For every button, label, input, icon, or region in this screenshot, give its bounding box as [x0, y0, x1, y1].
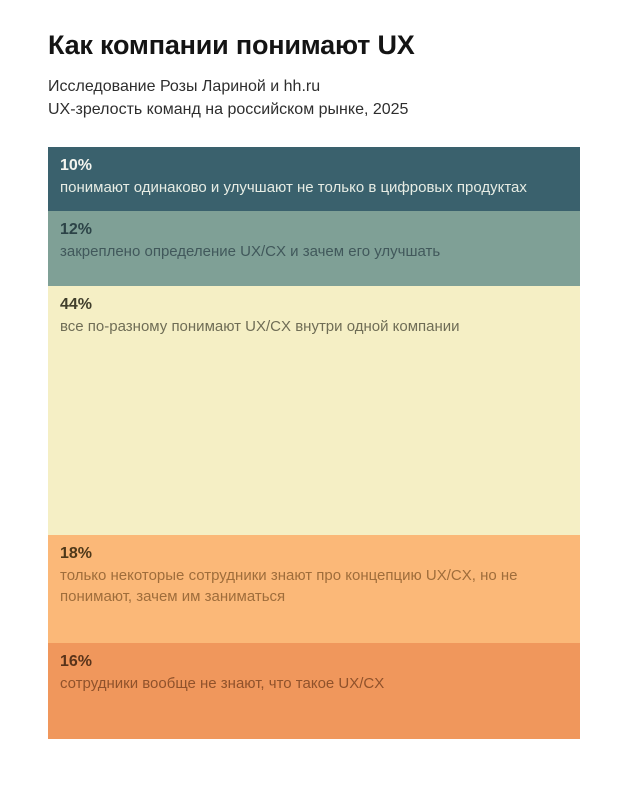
segment-description: только некоторые сотрудники знают про концепцию UX/CX, но не понимают, зачем им заниматься	[60, 567, 518, 605]
chart-segment	[48, 643, 580, 740]
stacked-bar-chart	[48, 147, 580, 739]
subtitle-line-2: UX-зрелость команд на российском рынке, 2025	[48, 101, 409, 119]
segment-description: сотрудники вообще не знают, что такое UX/CX	[60, 674, 385, 692]
segment-description: все по-разному понимают UX/CX внутри одной компании	[60, 317, 460, 335]
chart-segment	[48, 147, 580, 211]
segment-value-label: 44%	[60, 295, 93, 313]
chart-subtitle	[48, 75, 580, 121]
segment-value-label: 16%	[60, 652, 93, 670]
segment-value-label: 18%	[60, 545, 93, 563]
segment-value-label: 12%	[60, 221, 93, 239]
chart-segment	[48, 211, 580, 286]
segment-value-label: 10%	[60, 157, 93, 175]
segment-description: понимают одинаково и улучшают не только в цифровых продуктах	[60, 179, 527, 197]
chart-segment	[48, 535, 580, 642]
segment-description: закреплено определение UX/CX и зачем его улучшать	[60, 242, 441, 260]
chart-segment	[48, 286, 580, 536]
subtitle-line-1: Исследование Розы Лариной и hh.ru	[48, 78, 321, 96]
page-title: Как компании понимают UX	[48, 30, 415, 60]
